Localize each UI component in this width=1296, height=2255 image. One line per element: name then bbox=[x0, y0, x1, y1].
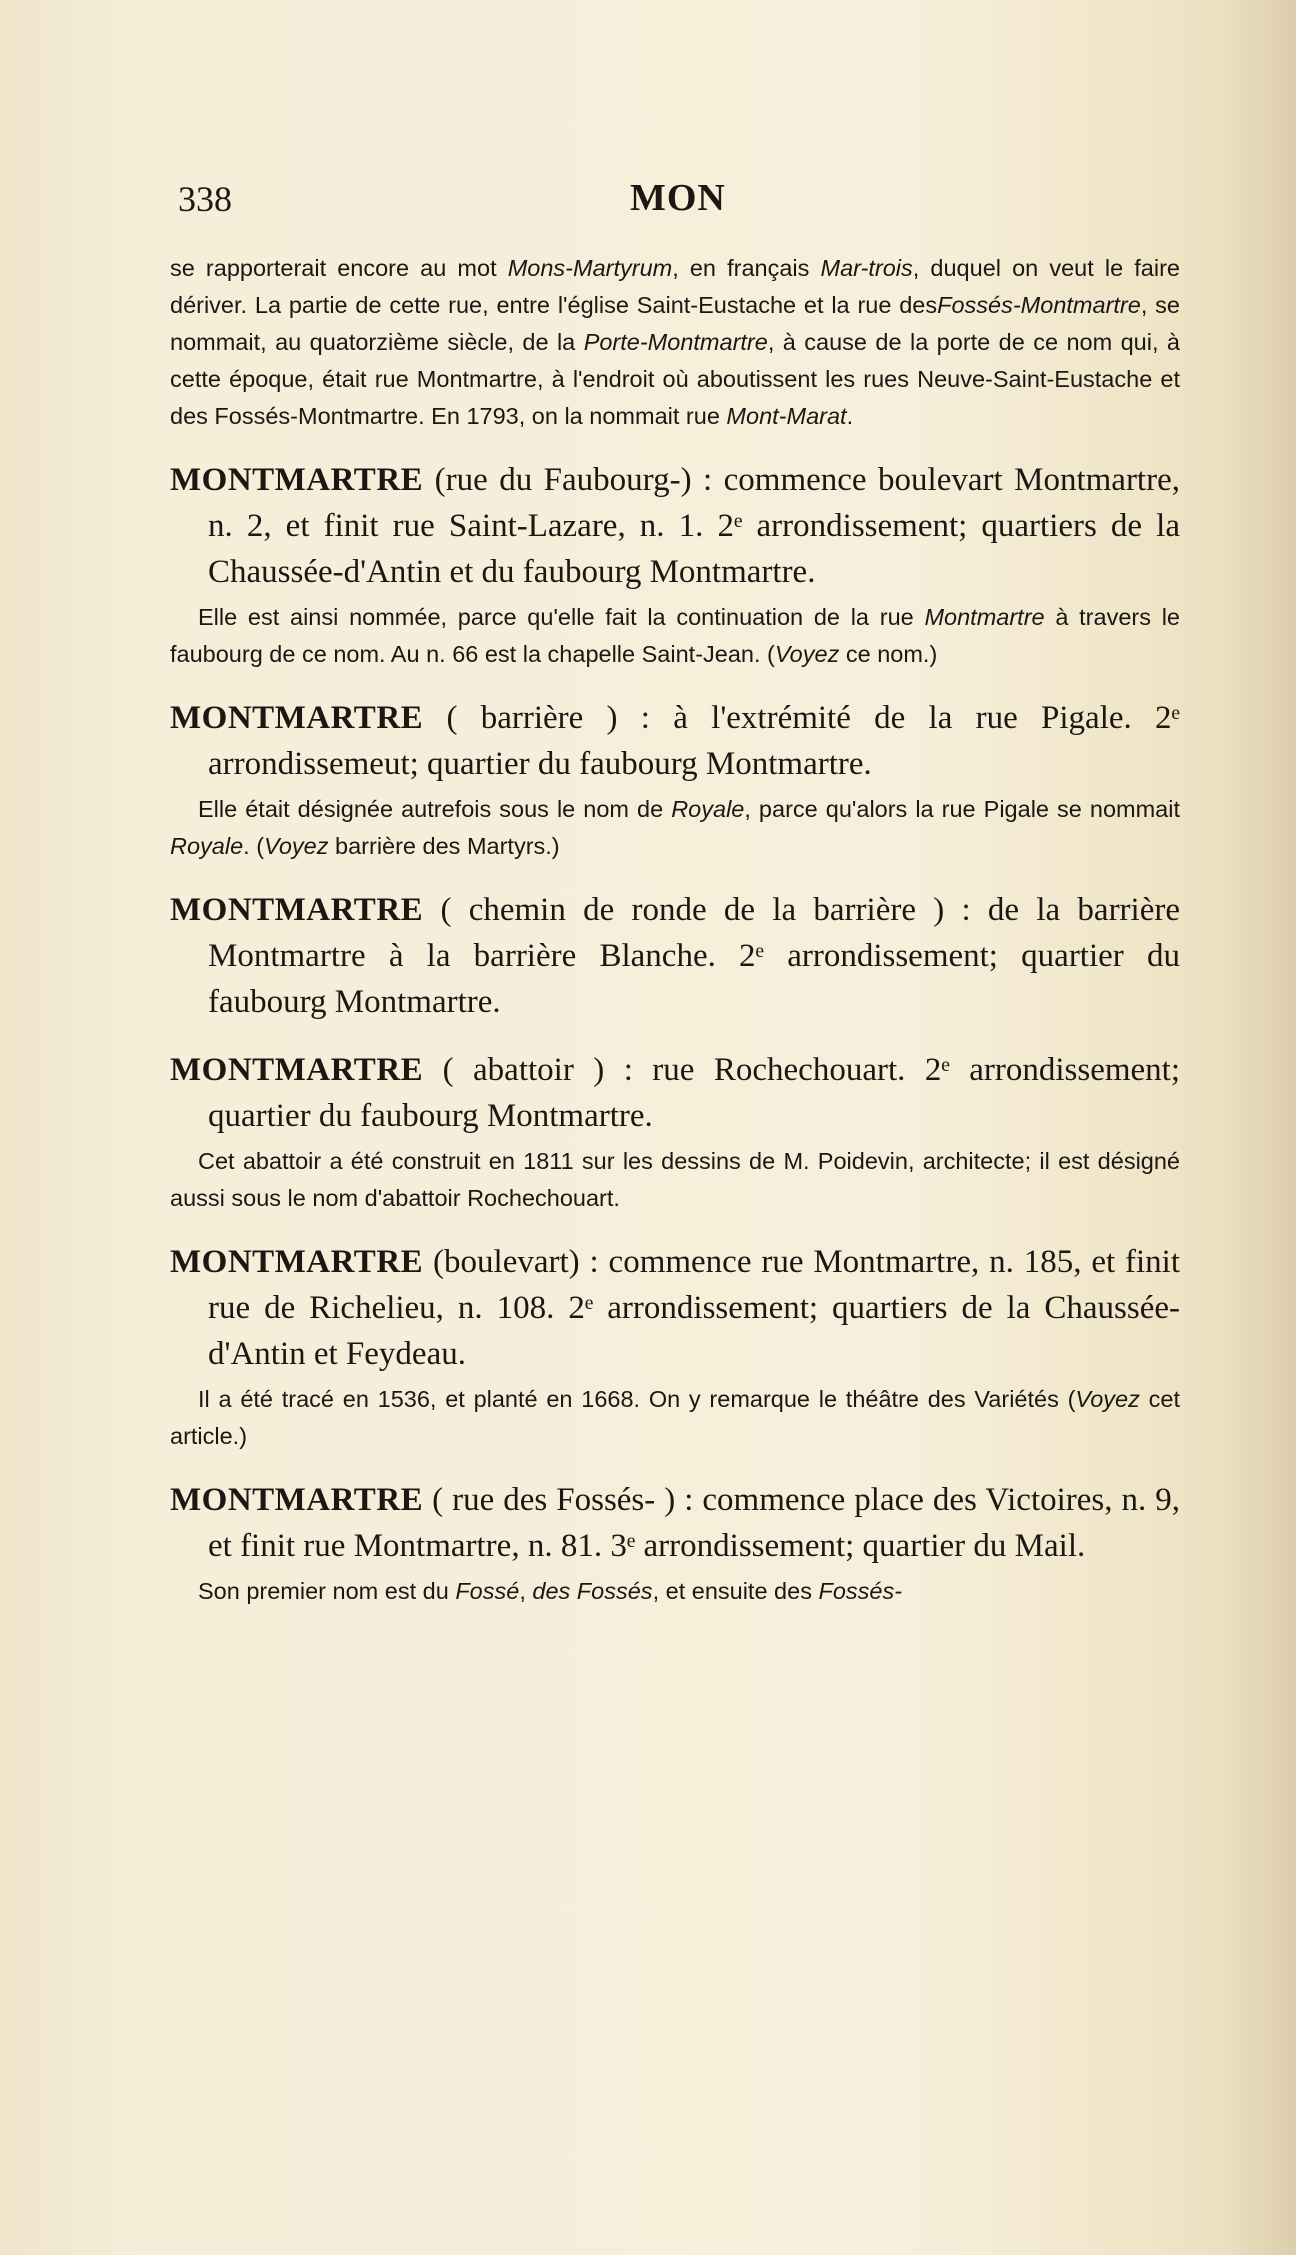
text-column bbox=[170, 170, 1180, 1610]
entry-headword: MONTMARTRE bbox=[170, 462, 424, 498]
text-run: , à cause de la porte de ce nom qui, à cette époque, était rue Montmartre, à l'endroit où aboutissent les rues Neuve-Saint-Eustache et des Fossés-Montmartre. En 1793, on la nommait rue bbox=[170, 329, 1180, 429]
italic-term: Mont-Marat bbox=[726, 403, 847, 429]
text-run: , parce qu'alors la rue Pigale se nommait bbox=[744, 796, 1180, 822]
entry-headword: MONTMARTRE bbox=[170, 1052, 424, 1088]
text-run: . ( bbox=[243, 833, 265, 859]
entry-note bbox=[170, 1143, 1180, 1217]
italic-term: Royale bbox=[671, 796, 745, 822]
text-run: , et ensuite des bbox=[652, 1578, 819, 1604]
text-run: Elle était désignée autrefois sous le nom de bbox=[198, 796, 672, 822]
entry-boulevart-montmartre bbox=[170, 1239, 1180, 1377]
italic-term: Fossés-Montmartre bbox=[937, 292, 1141, 318]
text-run: se rapporterait encore au mot bbox=[170, 255, 508, 281]
entry-abattoir-montmartre bbox=[170, 1047, 1180, 1139]
text-run: barrière des Martyrs.) bbox=[328, 833, 560, 859]
running-head-word: MON bbox=[630, 177, 726, 219]
entry-body: ( barrière ) : à l'extrémité de la rue Pigale. 2ᵉ arrondissemeut; quartier du faubourg Montmartre. bbox=[208, 700, 1180, 782]
text-run: à travers le faubourg de ce nom. Au n. 66 est la chapelle Saint-Jean. ( bbox=[170, 604, 1180, 667]
italic-term: Fossé bbox=[455, 1578, 520, 1604]
text-run: ce nom.) bbox=[839, 641, 938, 667]
entry-body: ( chemin de ronde de la barrière ) : de la barrière Montmartre à la barrière Blanche. 2ᵉ arrondissement; quartier du faubourg Montmartre. bbox=[208, 892, 1180, 1020]
text-run: , bbox=[519, 1578, 533, 1604]
italic-term: Mar-trois bbox=[820, 255, 913, 281]
text-run: , en français bbox=[672, 255, 821, 281]
entry-note bbox=[170, 1381, 1180, 1455]
italic-term: Porte-Montmartre bbox=[583, 329, 768, 355]
italic-term: Mons-Martyrum bbox=[507, 255, 673, 281]
italic-term: Royale bbox=[170, 833, 244, 859]
italic-term: Montmartre bbox=[924, 604, 1045, 630]
entry-headword: MONTMARTRE bbox=[170, 700, 424, 736]
text-run: Elle est ainsi nommée, parce qu'elle fait la continuation de la rue bbox=[198, 604, 925, 630]
entry-body: ( rue des Fossés- ) : commence place des Victoires, n. 9, et finit rue Montmartre, n. 81. 3ᵉ arrondissement; quartier du Mail. bbox=[208, 1482, 1180, 1564]
italic-term: Voyez bbox=[1075, 1386, 1140, 1412]
page-edge-shadow bbox=[1226, 0, 1296, 2255]
text-run: Son premier nom est du bbox=[198, 1578, 456, 1604]
text-run: , se nommait, au quatorzième siècle, de la bbox=[170, 292, 1180, 355]
entry-headword: MONTMARTRE bbox=[170, 1244, 424, 1280]
entry-headword: MONTMARTRE bbox=[170, 892, 424, 928]
text-run: Il a été tracé en 1536, et planté en 1668. On y remarque le théâtre des Variétés ( bbox=[198, 1386, 1076, 1412]
entry-chemin-de-ronde bbox=[170, 887, 1180, 1025]
italic-term: Voyez bbox=[264, 833, 329, 859]
italic-term: Fossés- bbox=[818, 1578, 903, 1604]
text-run: , duquel on veut le faire dériver. La partie de cette rue, entre l'église Saint-Eustache et la rue des bbox=[170, 255, 1180, 318]
entry-body: (rue du Faubourg-) : commence boulevart Montmartre, n. 2, et finit rue Saint-Lazare, n. 1. 2ᵉ arrondissement; quartiers de la Chaussée-d'Antin et du faubourg Montmartre. bbox=[208, 462, 1180, 590]
entry-note bbox=[170, 599, 1180, 673]
entry-faubourg-montmartre bbox=[170, 457, 1180, 595]
italic-term: Voyez bbox=[774, 641, 840, 667]
entry-fosses-montmartre bbox=[170, 1477, 1180, 1569]
running-head bbox=[170, 170, 1180, 230]
continuation-paragraph bbox=[170, 250, 1180, 435]
entry-body: (boulevart) : commence rue Montmartre, n. 185, et finit rue de Richelieu, n. 108. 2ᵉ arrondissement; quartiers de la Chaussée-d'Antin et Feydeau. bbox=[208, 1244, 1180, 1372]
entry-headword: MONTMARTRE bbox=[170, 1482, 424, 1518]
text-run: Cet abattoir a été construit en 1811 sur les dessins de M. Poidevin, architecte; il est désigné aussi sous le nom d'abattoir Rochechouart. bbox=[170, 1148, 1180, 1211]
text-run: cet article.) bbox=[170, 1386, 1180, 1449]
italic-term: des Fossés bbox=[532, 1578, 653, 1604]
entry-note bbox=[170, 1573, 1180, 1610]
entry-body: ( abattoir ) : rue Rochechouart. 2ᵉ arrondissement; quartier du faubourg Montmartre. bbox=[208, 1052, 1180, 1134]
page-number: 338 bbox=[178, 179, 232, 219]
entry-note bbox=[170, 791, 1180, 865]
text-run: . bbox=[846, 403, 854, 429]
entry-barriere-montmartre bbox=[170, 695, 1180, 787]
